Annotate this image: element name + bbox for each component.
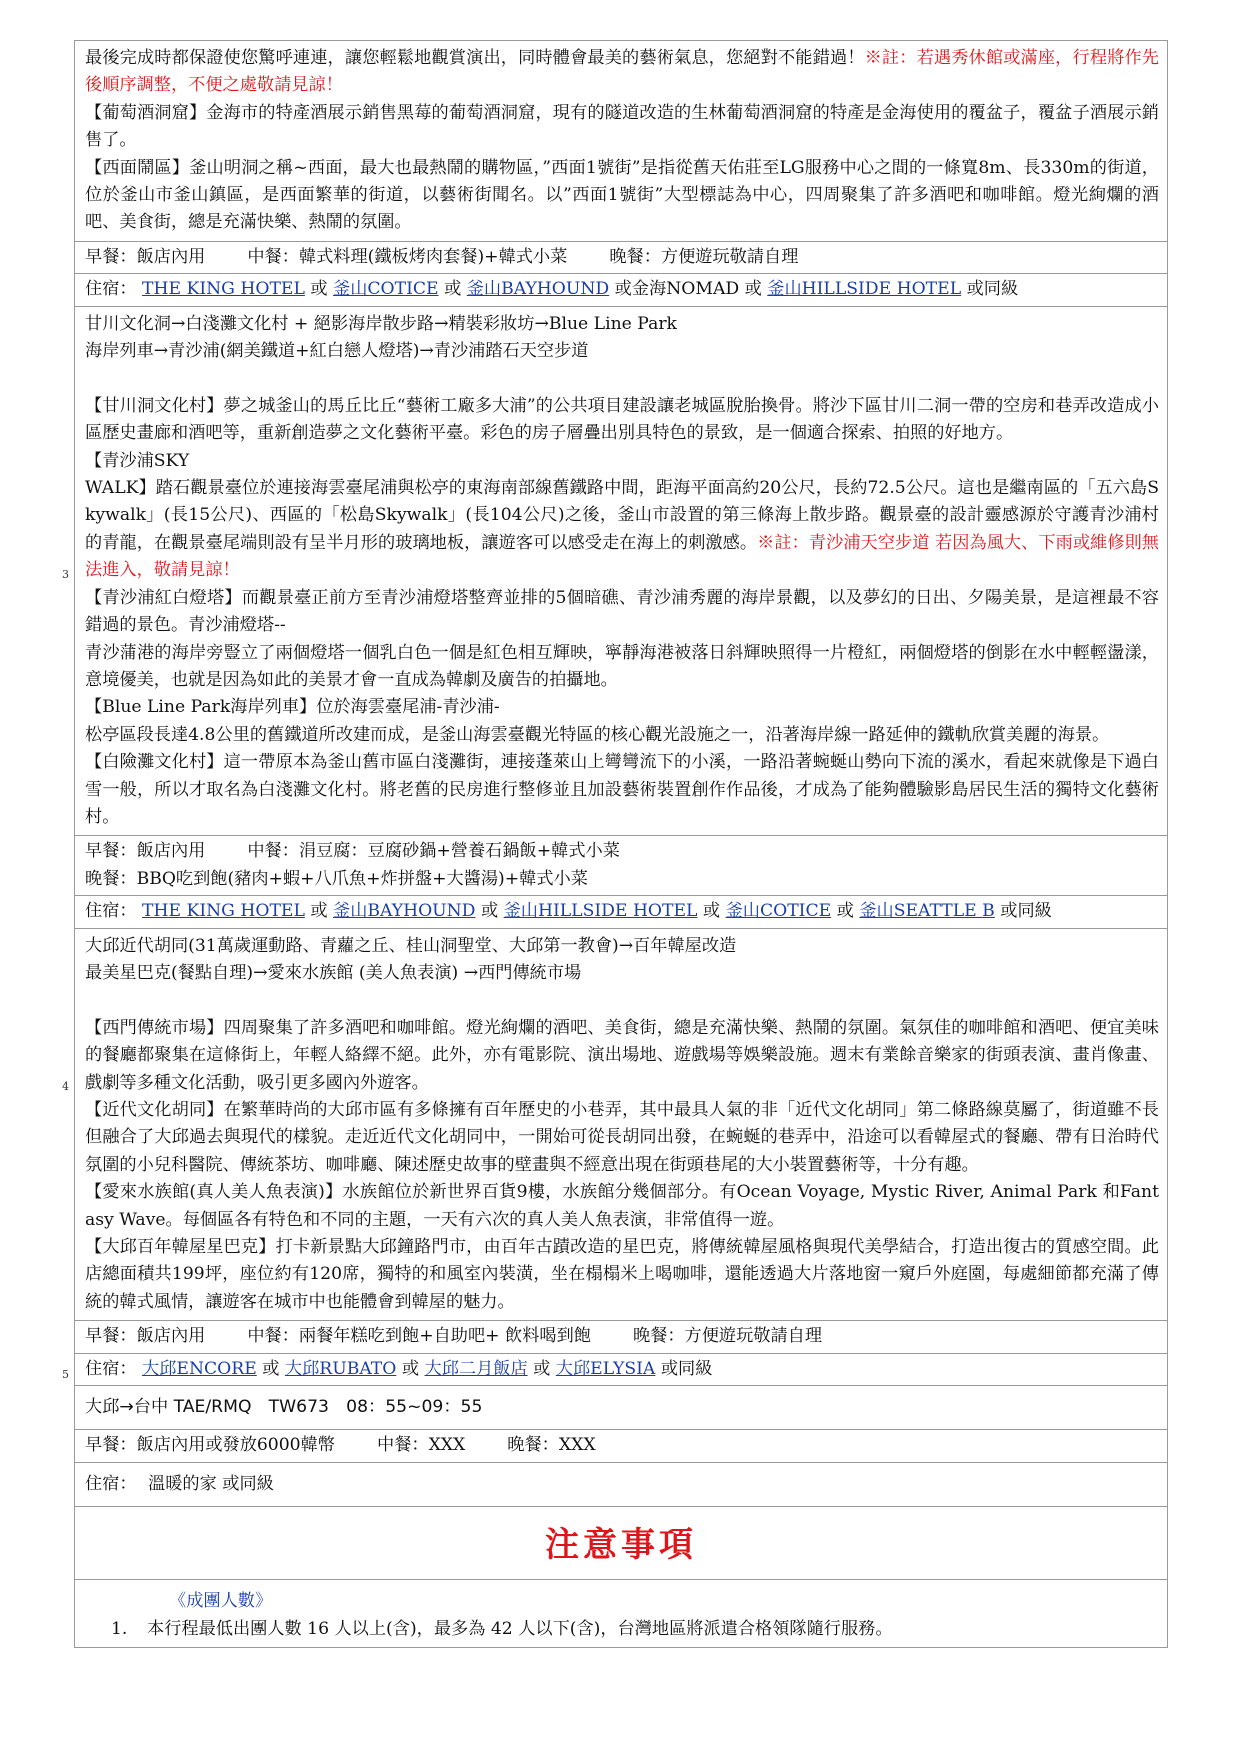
day2-breakfast: 早餐：飯店內用 xyxy=(85,246,206,267)
hotel-link-hillside[interactable]: 釜山HILLSIDE HOTEL xyxy=(503,901,698,922)
day2-show-note: ※註：若遇秀休館或滿座，行程將作先後順序調整，不便之處敬請見諒！ xyxy=(85,48,1159,96)
itinerary-sheet xyxy=(62,40,1168,1648)
day2-hotel-mid: 或金海NOMAD 或 xyxy=(614,279,762,300)
day2-lunch: 中餐：韓式料理(鐵板烤肉套餐)+韓式小菜 xyxy=(247,246,568,267)
day5-lunch: 中餐：XXX xyxy=(377,1435,466,1456)
day-number-mark-4: 4 xyxy=(62,1080,69,1093)
hotel-link-elysia[interactable]: 大邱ELYSIA xyxy=(555,1358,656,1379)
itinerary-table xyxy=(74,40,1168,1648)
or-text: 或 xyxy=(533,1358,551,1379)
day2-show-paragraph xyxy=(85,45,1159,100)
skywalk-note: ※註：青沙浦天空步道 若因為風大、下雨或維修則無法進入，敬請見諒！ xyxy=(85,532,1159,581)
day2-hotel xyxy=(75,274,1167,306)
day5-flight xyxy=(75,1386,1167,1430)
notice-section-heading: 《成團人數》 xyxy=(169,1591,273,1612)
day3-meals xyxy=(75,836,1167,896)
day3-breakfast: 早餐：飯店內用 xyxy=(85,841,206,862)
day4-breakfast: 早餐：飯店內用 xyxy=(85,1326,206,1347)
seomun-market-paragraph: 【西門傳統市場】四周聚集了許多酒吧和咖啡館。燈光絢爛的酒吧、美食街，總是充滿快樂、熱鬧的氛圍。氣氛佳的咖啡館和酒吧、便宜美味的餐廳都聚集在這條街上，年輕人絡繹不絕。此外，亦有電影院、演出場地、遊戲場等娛樂設施。週末有業餘音樂家的街頭表演、畫肖像畫、戲劇等多種文化活動，吸引更多國內外遊客。 xyxy=(85,1017,1159,1093)
or-text: 或 xyxy=(310,279,328,300)
gamcheon-paragraph: 【甘川洞文化村】夢之城釜山的馬丘比丘“藝術工廠多大浦”的公共項目建設讓老城區脫胎換骨。將沙下區甘川二洞一帶的空房和巷弄改造成小區歷史畫廊和酒吧等，重新創造夢之文化藝術平臺。彩色的房子層疊出別具特色的景致，是一個適合探索、拍照的好地方。 xyxy=(85,395,1159,444)
day5-hotel-label: 住宿： xyxy=(85,1473,137,1494)
day4-hotel xyxy=(75,1354,1167,1386)
day4-description xyxy=(75,929,1167,1322)
hotel-link-cotice[interactable]: 釜山COTICE xyxy=(333,279,439,300)
day5-breakfast: 早餐：飯店內用或發放6000韓幣 xyxy=(85,1435,335,1456)
day2-show-text: 最後完成時都保證使您驚呼連連，讓您輕鬆地觀賞演出，同時體會最美的藝術氣息，您絕對不能錯過！ xyxy=(85,48,865,68)
or-text: 或 xyxy=(836,901,854,922)
day2-description xyxy=(75,41,1167,242)
day2-meals xyxy=(75,242,1167,274)
day3-hotel xyxy=(75,896,1167,928)
seomyeon-paragraph: 【西面鬧區】釜山明洞之稱~西面，最大也最熱鬧的購物區，”西面1號街”是指從舊天佑莊至LG服務中心之間的一條寬8m、長330m的街道，位於釜山市釜山鎮區，是西面繁華的街道，以藝術街聞名。以”西面1號街”大型標誌為中心，四周聚集了許多酒吧和咖啡館。燈光絢爛的酒吧、美食街，總是充滿快樂、熱鬧的氛圍。 xyxy=(85,157,1159,233)
hotel-link-the-king[interactable]: THE KING HOTEL xyxy=(142,279,305,300)
skywalk-text: WALK】踏石觀景臺位於連接海雲臺尾浦與松亭的東海南部線舊鐵路中間，距海平面高約20公尺，長約72.5公尺。這也是繼南區的「五六島Skywalk」(長15公尺)、西區的「松島Skywalk」(長104公尺)之後，釜山市設置的第三條海上散步路。觀景臺的設計靈感源於守護青沙浦村的青龍，在觀景臺尾端則設有呈半月形的玻璃地板，讓遊客可以感受走在海上的刺激感。 xyxy=(85,478,1159,553)
day-number-mark-3: 3 xyxy=(62,568,69,581)
or-text: 或 xyxy=(401,1358,420,1379)
or-text: 或 xyxy=(262,1358,280,1379)
hotel-link-february[interactable]: 大邱二月飯店 xyxy=(424,1358,528,1379)
day3-dinner: 晚餐：BBQ吃到飽(豬肉+蝦+八爪魚+炸拼盤+大醬湯)+韓式小菜 xyxy=(85,868,588,889)
notice-item-text: 本行程最低出團人數 16 人以上(含)，最多為 42 人以下(含)，台灣地區將派遣合格領隊隨行服務。 xyxy=(147,1618,893,1639)
day5-meals xyxy=(75,1430,1167,1462)
day2-hotel-tail: 或同級 xyxy=(966,279,1019,300)
skywalk-paragraph xyxy=(85,475,1159,585)
flight-info: 大邱→台中 TAE/RMQ TW673 08：55~09：55 xyxy=(85,1397,483,1418)
aquarium-paragraph: 【愛來水族館(真人美人魚表演)】水族館位於新世界百貨9樓，水族館分幾個部分。有Ocean Voyage, Mystic River, Animal Park 和Fantasy Wave。每個區各有特色和不同的主題，一天有六次的真人美人魚表演，非常值得一遊。 xyxy=(85,1182,1159,1230)
or-text: 或 xyxy=(480,901,499,922)
day3-description xyxy=(75,307,1167,837)
notice-body xyxy=(75,1580,1167,1647)
day3-lunch: 中餐：涓豆腐：豆腐砂鍋+營養石鍋飯+韓式小菜 xyxy=(247,841,620,862)
day5-dinner: 晚餐：XXX xyxy=(507,1435,596,1456)
day3-route-line2: 海岸列車→青沙浦(網美鐵道+紅白戀人燈塔)→青沙浦踏石天空步道 xyxy=(85,341,589,362)
hotel-link-bayhound[interactable]: 釜山BAYHOUND xyxy=(333,901,476,922)
day4-lunch: 中餐：兩餐年糕吃到飽+自助吧+ 飲料喝到飽 xyxy=(247,1326,591,1347)
day4-hotel-label: 住宿： xyxy=(85,1358,137,1379)
day3-route-line1: 甘川文化洞→白淺灘文化村 + 絕影海岸散步路→精裝彩妝坊→Blue Line Park xyxy=(85,313,677,334)
modern-alley-paragraph: 【近代文化胡同】在繁華時尚的大邱市區有多條擁有百年歷史的小巷弄，其中最具人氣的非「近代文化胡同」第二條路線莫屬了，街道雖不長但融合了大邱過去與現代的樣貌。走近近代文化胡同中，一開始可從長胡同出發，在蜿蜒的巷弄中，沿途可以看韓屋式的餐廳、帶有日治時代氛圍的小兒科醫院、傳統茶坊、咖啡廳、陳述歷史故事的壁畫與不經意出現在街頭巷尾的大小裝置藝術等，十分有趣。 xyxy=(85,1100,1159,1175)
hotel-link-bayhound[interactable]: 釜山BAYHOUND xyxy=(466,279,610,300)
or-text: 或 xyxy=(444,279,462,300)
day-number-mark-5: 5 xyxy=(62,1368,69,1381)
huinnyeoul-paragraph: 【白險灘文化村】這一帶原本為釜山舊市區白淺灘街，連接蓬萊山上彎彎流下的小溪，一路沿著蜿蜒山勢向下流的溪水，看起來就像是下過白雪一般，所以才取名為白淺灘文化村。將老舊的民房進行整修並且加設藝術裝置創作作品後，才成為了能夠體驗影島居民生活的獨特文化藝術村。 xyxy=(85,752,1159,827)
blueline-heading: 【Blue Line Park海岸列車】位於海雲臺尾浦-青沙浦- xyxy=(85,697,500,718)
hotel-link-the-king[interactable]: THE KING HOTEL xyxy=(142,901,305,922)
lighthouse-paragraph-2: 青沙蒲港的海岸旁豎立了兩個燈塔一個乳白色一個是紅色相互輝映，寧靜海港被落日斜輝映照得一片橙紅，兩個燈塔的倒影在水中輕輕盪漾，意境優美，也就是因為如此的美景才會一直成為韓劇及廣告的拍攝地。 xyxy=(85,642,1159,690)
or-text: 或 xyxy=(310,901,328,922)
wine-cave-paragraph: 【葡萄酒洞窟】金海市的特產酒展示銷售黑莓的葡萄酒洞窟，現有的隧道改造的生林葡萄酒洞窟的特產是金海使用的覆盆子，覆盆子酒展示銷售了。 xyxy=(85,102,1159,151)
day5-hotel-text: 溫暖的家 或同級 xyxy=(148,1473,274,1494)
day4-route-line1: 大邱近代胡同(31萬歲運動路、青蘿之丘、桂山洞聖堂、大邱第一教會)→百年韓屋改造 xyxy=(85,935,737,956)
day2-dinner: 晚餐：方便遊玩敬請自理 xyxy=(609,246,799,267)
hotel-link-cotice[interactable]: 釜山COTICE xyxy=(725,901,832,922)
notice-title: 注意事項 xyxy=(75,1507,1167,1580)
day4-meals xyxy=(75,1321,1167,1353)
day4-hotel-tail: 或同級 xyxy=(660,1358,713,1379)
lighthouse-paragraph: 【青沙浦紅白燈塔】而觀景臺正前方至青沙浦燈塔整齊並排的5個暗礁、青沙浦秀麗的海岸景觀，以及夢幻的日出、夕陽美景，是這裡最不容錯過的景色。青沙浦燈塔-- xyxy=(85,587,1159,636)
day4-dinner: 晚餐：方便遊玩敬請自理 xyxy=(632,1326,823,1347)
hotel-link-encore[interactable]: 大邱ENCORE xyxy=(142,1358,257,1379)
day3-hotel-label: 住宿： xyxy=(85,901,137,922)
hotel-link-hillside[interactable]: 釜山HILLSIDE HOTEL xyxy=(767,279,962,300)
day5-hotel xyxy=(75,1463,1167,1507)
hotel-link-rubato[interactable]: 大邱RUBATO xyxy=(284,1358,397,1379)
starbucks-paragraph: 【大邱百年韓屋星巴克】打卡新景點大邱鐘路門市，由百年古蹟改造的星巴克，將傳統韓屋風格與現代美學結合，打造出復古的質感空間。此店總面積共199坪，座位約有120席，獨特的和風室內裝潢，坐在榻榻米上喝咖啡，還能透過大片落地窗一窺戶外庭園，每處細節都充滿了傳統的韓式風情，讓遊客在城市中也能體會到韓屋的魅力。 xyxy=(85,1237,1159,1312)
or-text: 或 xyxy=(702,901,721,922)
notice-item-1 xyxy=(85,1616,1159,1643)
blueline-paragraph: 松亭區段長達4.8公里的舊鐵道所改建而成，是釜山海雲臺觀光特區的核心觀光設施之一，沿著海岸線一路延伸的鐵軌欣賞美麗的海景。 xyxy=(85,724,1110,745)
day4-route-line2: 最美星巴克(餐點自理)→愛來水族館 (美人魚表演) →西門傳統市場 xyxy=(85,962,582,983)
day3-hotel-tail: 或同級 xyxy=(1000,901,1052,922)
skywalk-heading: 【青沙浦SKY xyxy=(85,450,190,471)
notice-item-number: 1. xyxy=(111,1618,128,1639)
day2-hotel-label: 住宿： xyxy=(85,279,137,300)
hotel-link-seattle[interactable]: 釜山SEATTLE B xyxy=(859,901,995,922)
